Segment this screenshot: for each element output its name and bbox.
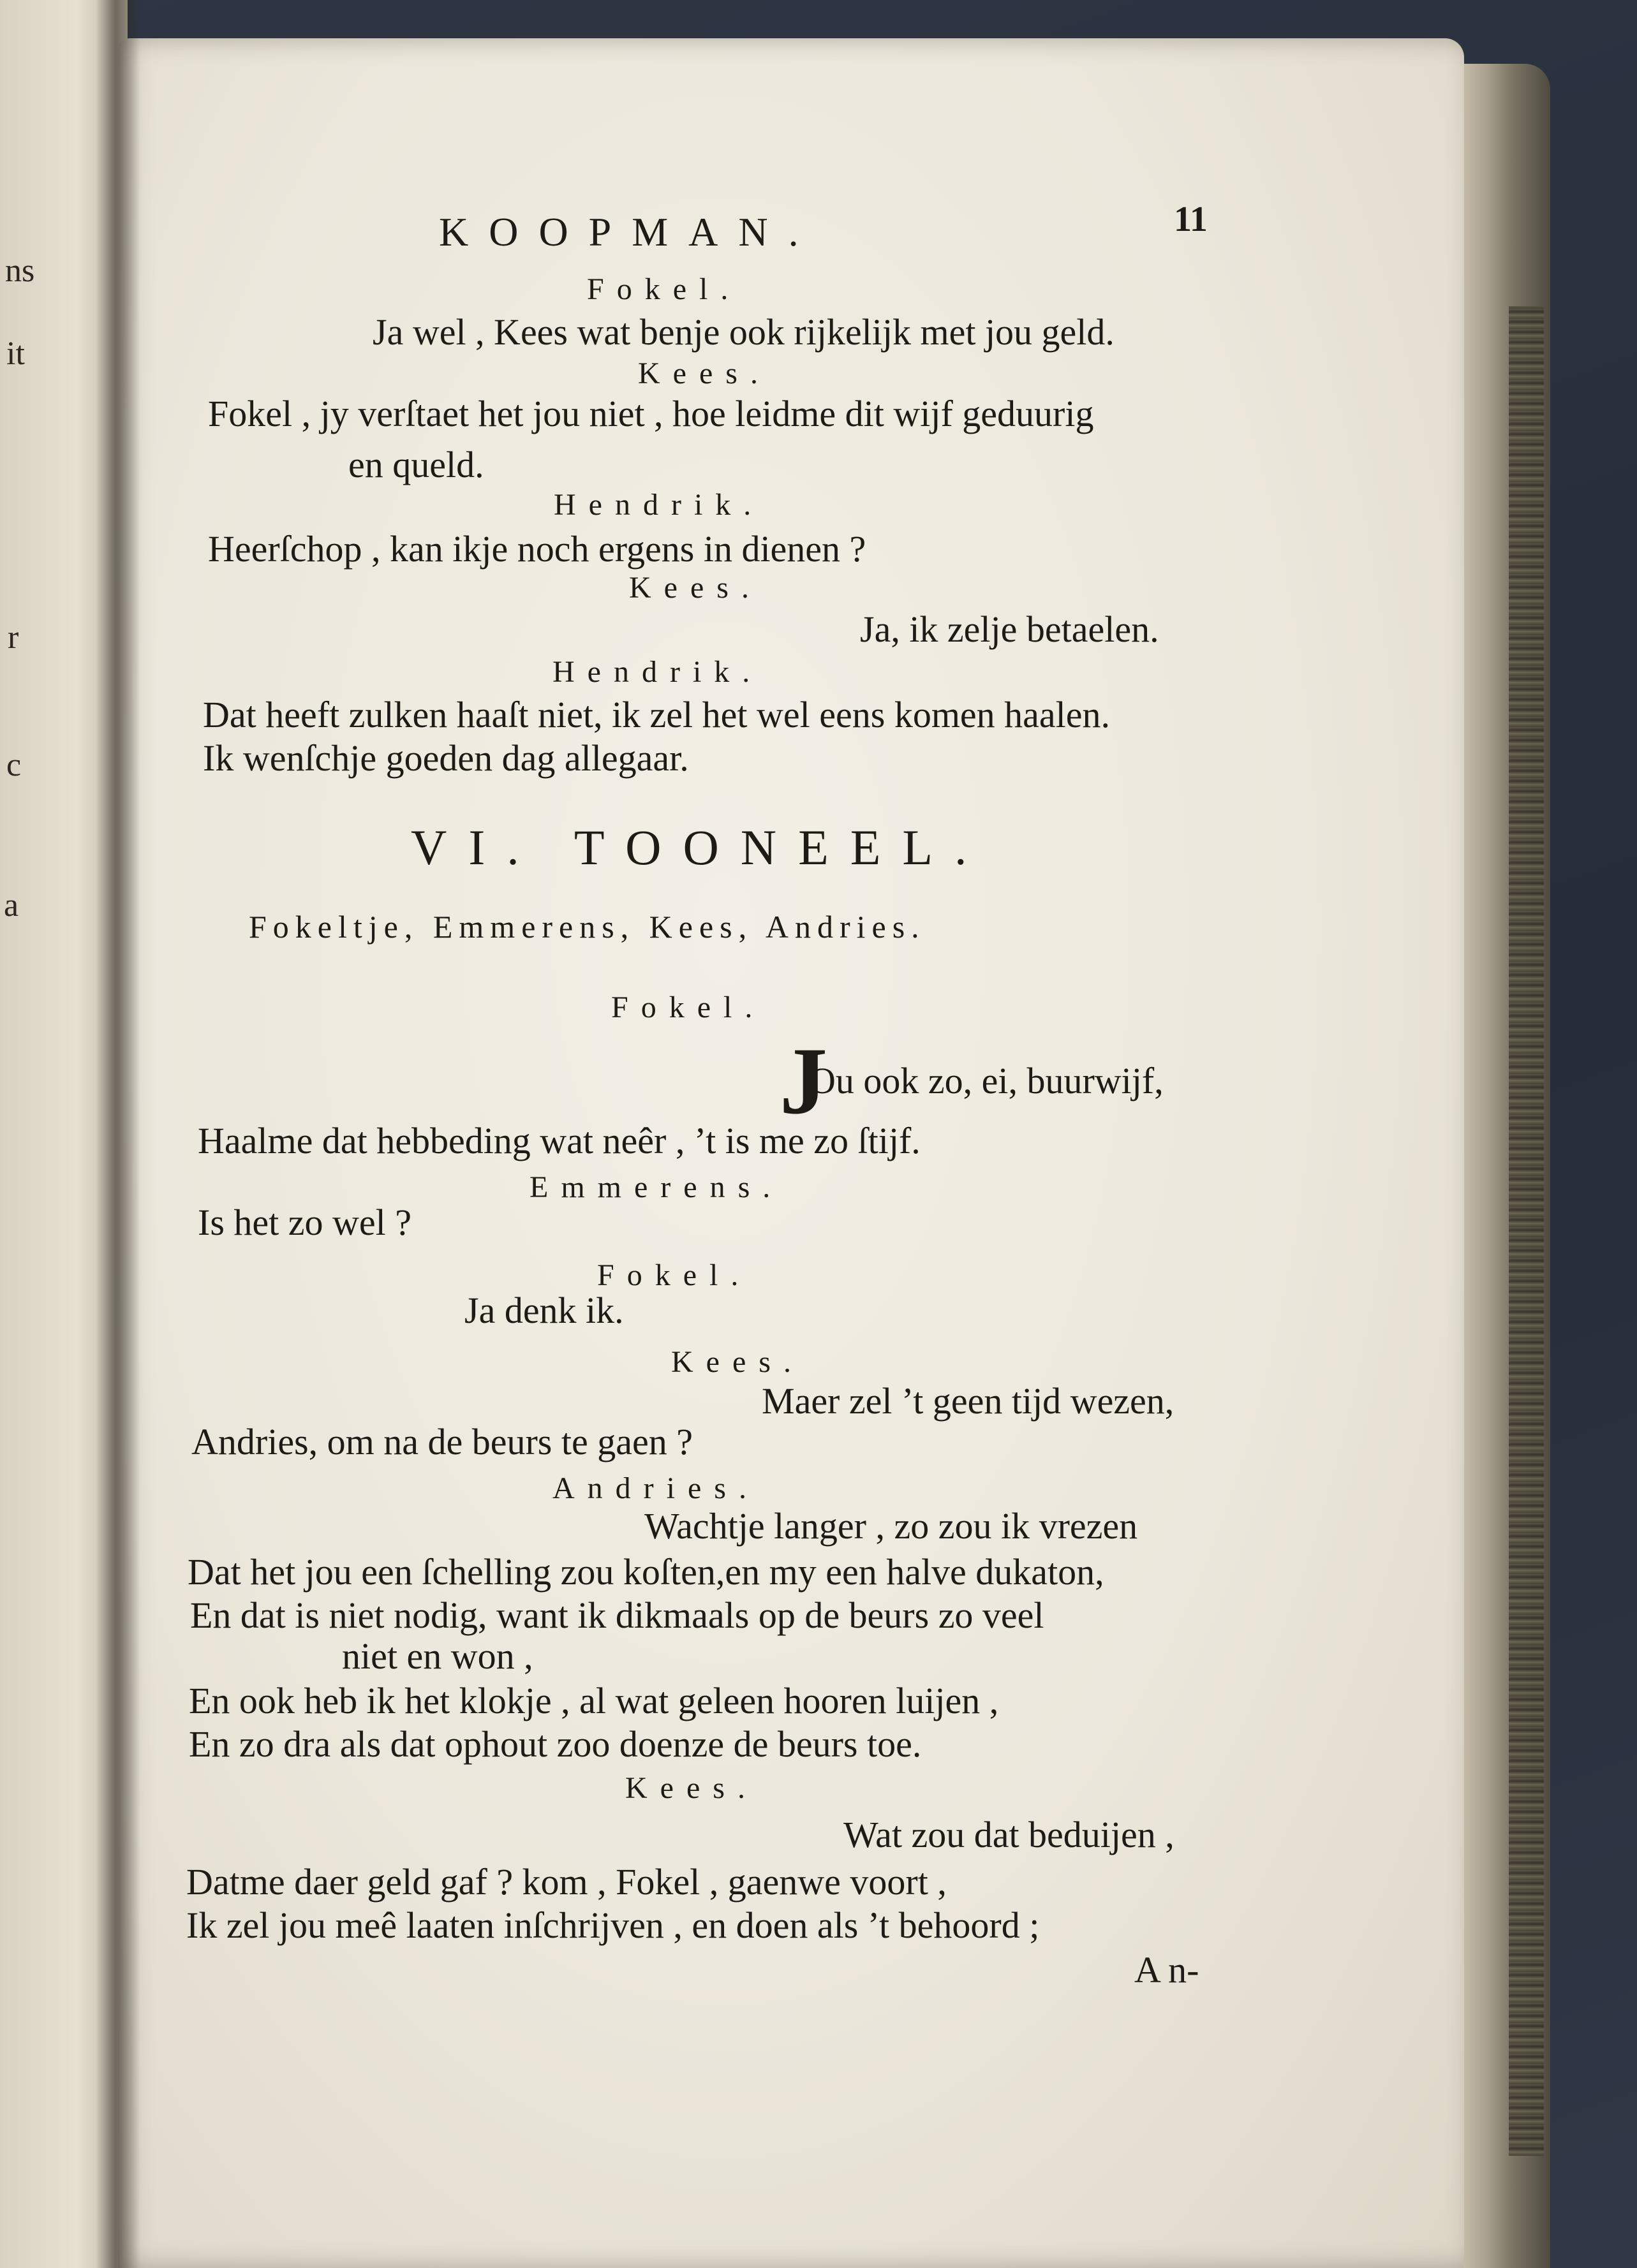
speaker-name: Hendrik. xyxy=(552,655,763,689)
verse-line: Maer zel ’t geen tijd wezen, xyxy=(762,1380,1174,1422)
speaker-name: Kees. xyxy=(671,1345,804,1379)
speaker-name: Fokel. xyxy=(611,990,766,1024)
verse-line: en queld. xyxy=(348,444,484,485)
verse-line: Ja wel , Kees wat benje ook rijkelijk met jou geld. xyxy=(373,311,1115,353)
verse-line: niet en won , xyxy=(342,1635,533,1677)
cast-list: Fokeltje, Emmerens, Kees, Andries. xyxy=(249,909,926,945)
speaker-name: Andries. xyxy=(552,1471,759,1505)
verse-line: Wat zou dat beduijen , xyxy=(843,1814,1174,1855)
verse-line: Wachtje langer , zo zou ik vrezen xyxy=(644,1505,1138,1547)
speaker-name: Kees. xyxy=(625,1771,758,1805)
left-page-fragment: r xyxy=(8,619,19,656)
verse-line: Ja, ik zelje betaelen. xyxy=(860,608,1159,650)
verse-line: Fokel , jy verſtaet het jou niet , hoe leidme dit wijf geduurig xyxy=(208,393,1094,434)
gutter-shadow xyxy=(96,0,140,2268)
catchword: A n- xyxy=(1134,1949,1199,1991)
speaker-name: Emmerens. xyxy=(530,1170,783,1204)
verse-line: Heerſchop , kan ikje noch ergens in dienen ? xyxy=(208,528,866,570)
left-page-fragment: a xyxy=(4,887,19,924)
speaker-name: Kees. xyxy=(638,357,771,390)
verse-line: Datme daer geld gaf ? kom , Fokel , gaenwe voort , xyxy=(186,1861,947,1903)
left-page-fragment: it xyxy=(6,335,25,372)
verse-line: Dat heeft zulken haaſt niet, ik zel het wel eens komen haalen. xyxy=(203,694,1111,735)
verse-line: Ja denk ik. xyxy=(464,1290,624,1331)
left-page-fragment: ns xyxy=(5,253,35,289)
verse-line: En dat is niet nodig, want ik dikmaals op de beurs zo veel xyxy=(190,1594,1044,1636)
verse-line: En zo dra als dat ophout zoo doenze de beurs toe. xyxy=(189,1723,922,1765)
speaker-name: Kees. xyxy=(629,571,762,605)
drop-initial: J xyxy=(780,1028,827,1134)
verse-line: Ik zel jou meê laaten inſchrijven , en doen als ’t behoord ; xyxy=(186,1904,1040,1946)
speaker-name: Hendrik. xyxy=(554,488,764,522)
verse-line: Haalme dat hebbeding wat neêr , ’t is me zo ſtijf. xyxy=(198,1120,921,1161)
speckled-edge xyxy=(1509,306,1544,2156)
verse-line: Ik wenſchje goeden dag allegaar. xyxy=(203,737,689,779)
speaker-name: Fokel. xyxy=(587,272,741,306)
scene-heading: VI. TOONEEL. xyxy=(411,820,989,875)
verse-line: Is het zo wel ? xyxy=(198,1202,411,1243)
speaker-name: Fokel. xyxy=(597,1258,752,1292)
running-title: KOOPMAN. xyxy=(439,209,819,254)
verse-line: En ook heb ik het klokje , al wat geleen hooren luijen , xyxy=(189,1680,999,1721)
verse-line: Ou ook zo, ei, buurwijf, xyxy=(809,1060,1164,1101)
page-number: 11 xyxy=(1174,200,1208,239)
verse-line: Dat het jou een ſchelling zou koſten,en my een halve dukaton, xyxy=(188,1551,1104,1593)
left-page-fragment: c xyxy=(6,747,22,783)
verse-line: Andries, om na de beurs te gaen ? xyxy=(191,1421,693,1462)
